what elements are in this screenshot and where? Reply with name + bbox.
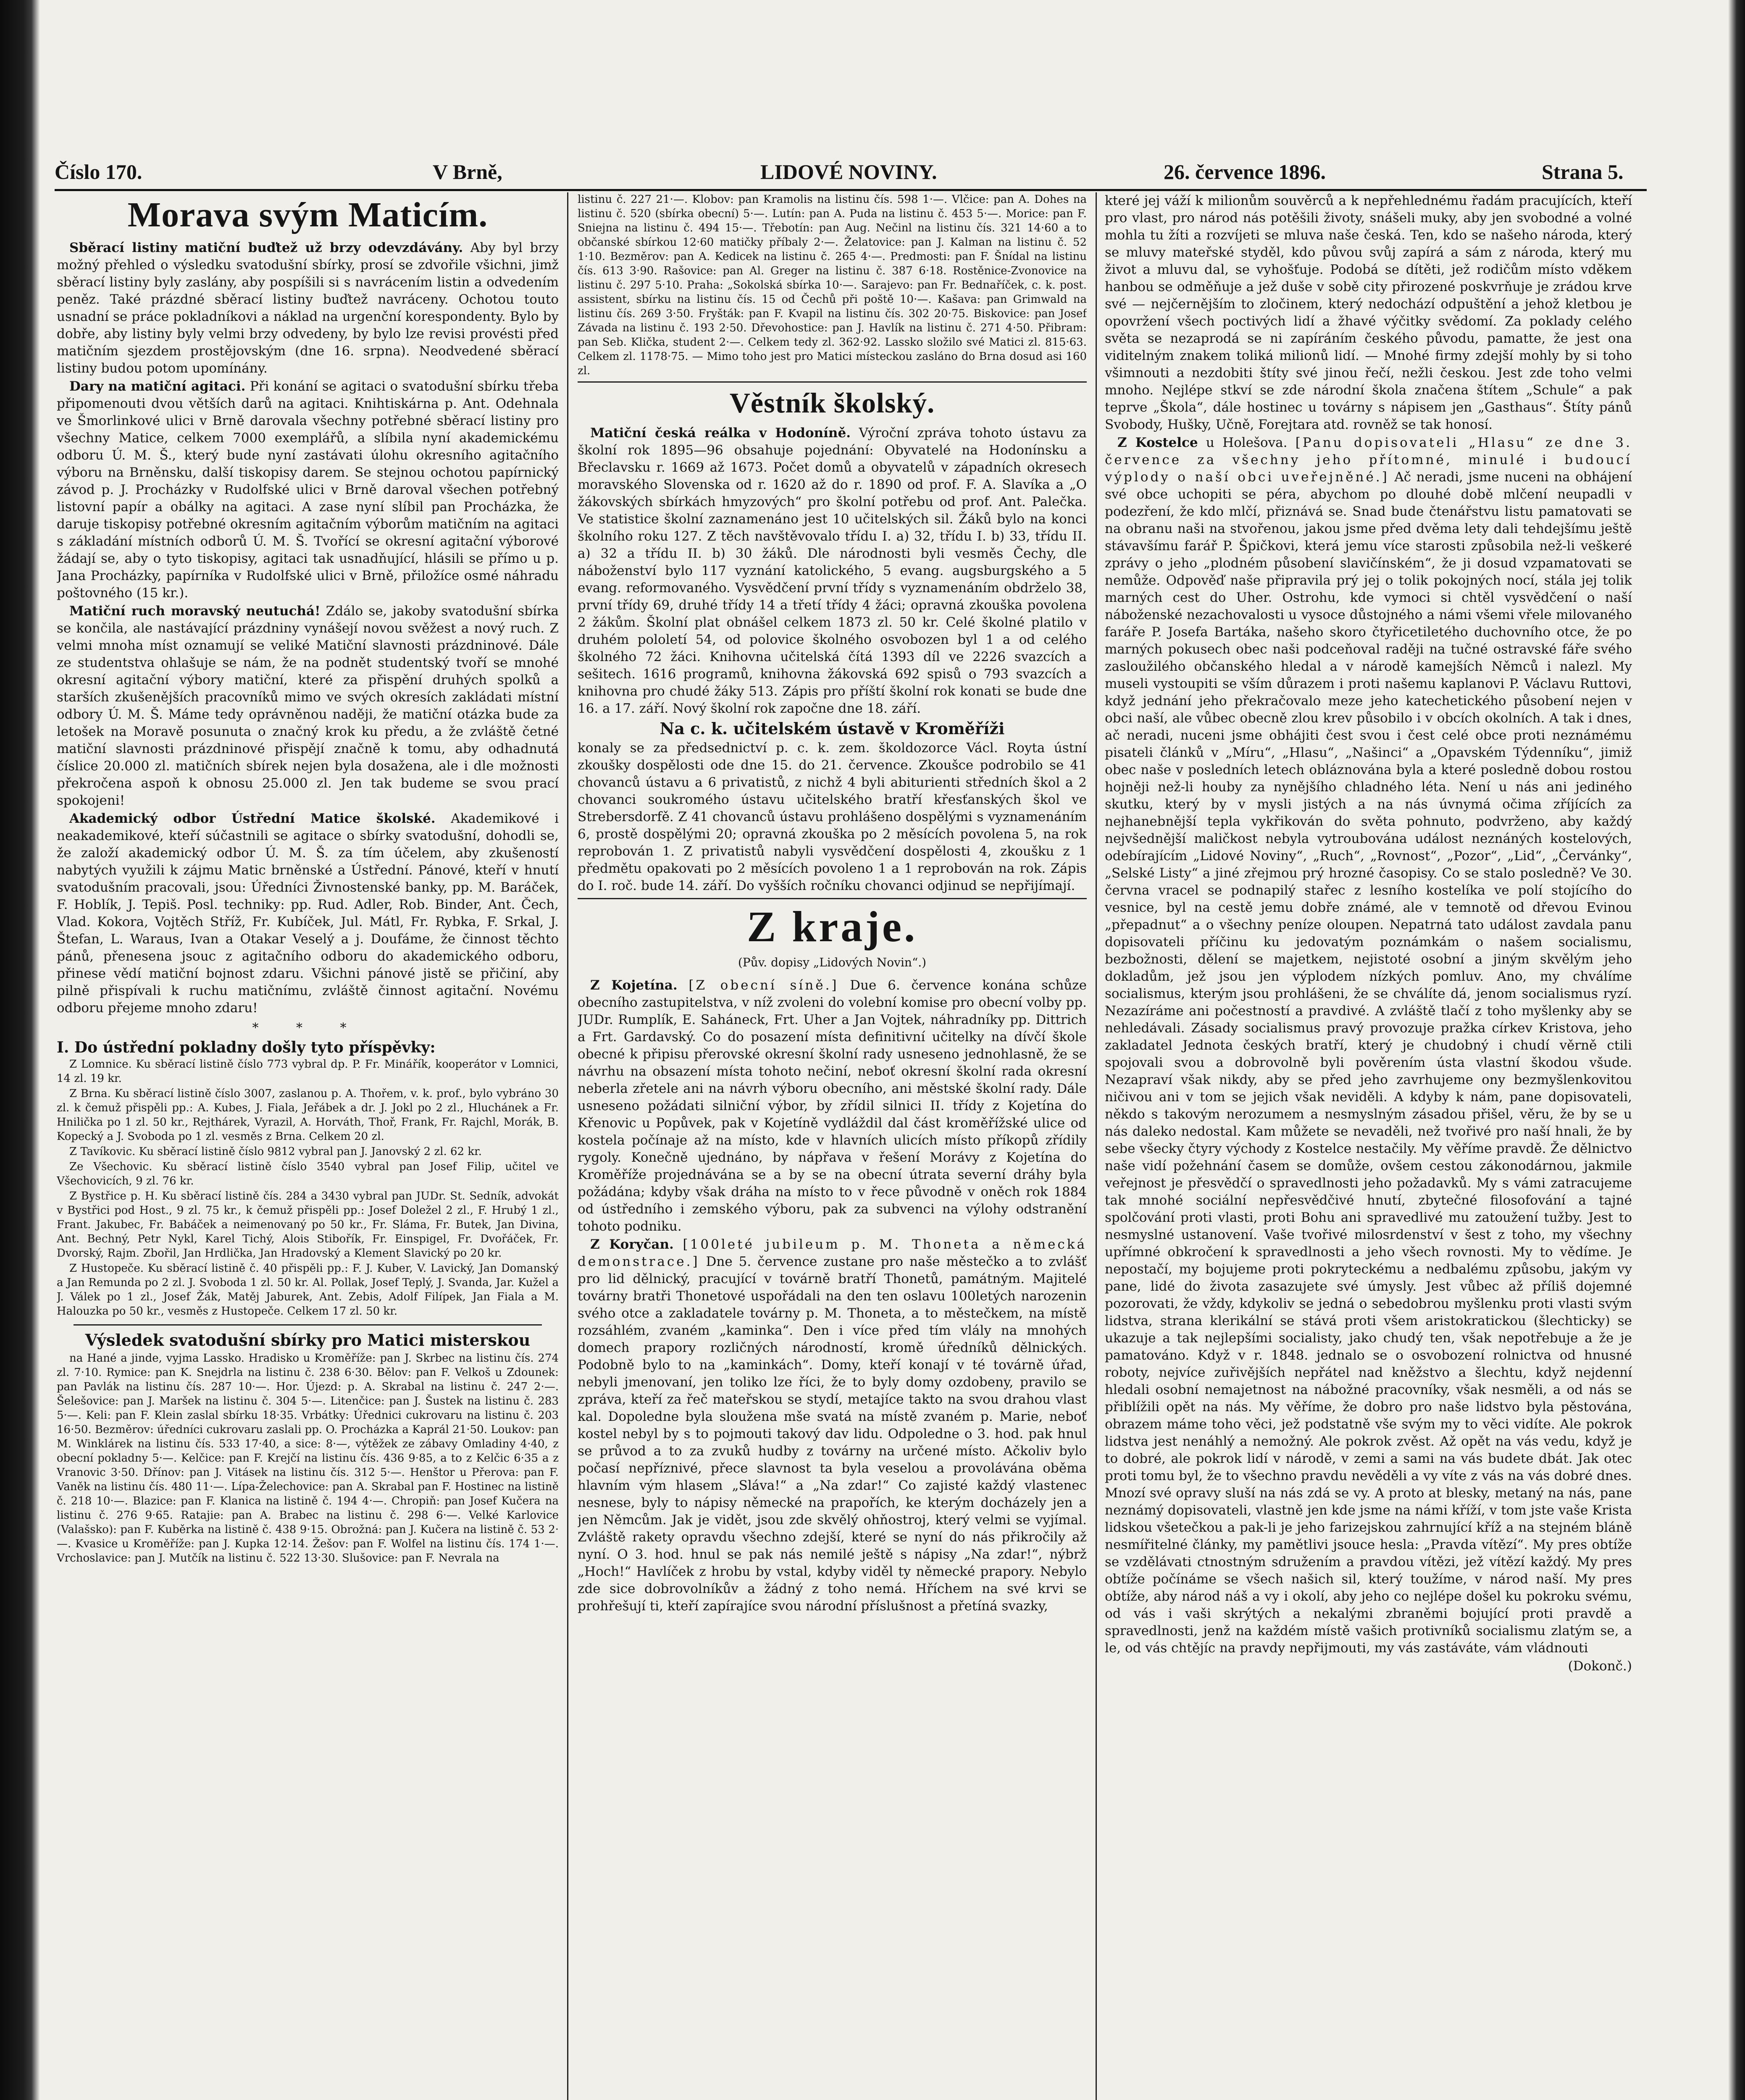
column-2 [578, 192, 1087, 2100]
divider [74, 1324, 542, 1326]
donation-entry: Z Bystřice p. H. Ku sběrací listině čís. 284 a 3430 vybral pan JUDr. St. Sedník, advokát v Bystřici pod Host., 9 zl. 75 kr., k čemuž přispěli pp.: Josef Doležel 2 zl., F. Hrubý 1 zl., Frant. Jakubec, Fr. Babáček a neimenovaný po 50 kr., Fr. Sláma, Fr. Butek, Jan Divina, Ant. Bechný, Petr Nykl, Karel Tichý, Alois Stibořík, Fr. Einspigel, Fr. Dvořáček, Fr. Dvorský, Rajm. Zbořil, Jan Hrdlička, Jan Hradovský a Klement Slavický po 20 kr. [57, 1190, 559, 1260]
paragraph-text: Akademikové i neakademikové, kteří súčastnili se agitace o sbírky svatodušní, dohodli se, že založí akademický odbor Ú. M. Š. za tím účelem, aby zkušeností nabytých využili k zájmu Matic brněnské a Ústřední. Pánové, kteří v hnutí svatodušním pracovali, jsou: Úředníci Živnostenské banky, pp. M. Baráček, F. Hoblík, J. Tepiš. Posl. techniky: pp. Rud. Adler, Rob. Binder, Ant. Čech, Vlad. Kokora, Vojtěch Stříž, Fr. Kubíček, Jul. Mátl, Fr. Rybka, F. Srkal, J. Štefan, L. Waraus, Ivan a Otakar Veselý a j. Doufáme, že činnost těchto pánů, přenesena jsouc z agitačního odboru do akademického odboru, přinese vědí matiční bojnost zdaru. Všichni pánové jistě se přičiní, aby pilně přispívali k ruchu matičnímu, zvláště činnost agitační. Novému odboru přejeme mnoho zdaru! [57, 811, 559, 1016]
scan-edge-left [0, 0, 40, 2100]
article-heading: Na c. k. učitelském ústavě v Kroměříži [660, 719, 1005, 738]
paragraph-text: Zdálo se, jakoby svatodušní sbírka se končila, ale nastávající prázdniny vynášejí novou svěžest a nový ruch. Z velmi mnoha míst oznamují se veliké Matiční slavnosti prázdninové. Dále ze studentstva ohlašuje se nám, že na podnět studentský tvoří se mnohé okresní agitační výbory matiční, které za přispění druhých spolků a starších zkušenějších pracovníků mimo ve svých okresích zakládati místní odbory Ú. M. Š. Máme tedy oprávněnou naději, že matiční otázka bude za letošek na Moravě posunuta o značný krok ku předu, a že zvláště četné matiční slavnosti prázdninové přispějí značně k tomu, aby odhadnutá číslice 20.000 zl. matičních sbírek nejen byla dosažena, ale i dle možnosti překročena aspoň k obnosu 25.000 zl. Jen tak budeme se svou prací spokojeni! [57, 604, 559, 808]
paragraph-text: Výroční zpráva tohoto ústavu za školní rok 1895—96 obsahuje pojednání: Obyvatelé na Hodonínsku a Břeclavsku r. 1669 až 1673. Počet domů a obyvatelů v západních okresech moravského Slovenska od r. 1620 až do r. 1890 od prof. F. A. Slavíka a „O žákovských sbírkách hmyzových“ pro školní potřebu od prof. Ant. Palečka. Ve statistice školní zaznamenáno jest 10 učitelských sil. Žáků bylo na konci školního roku 127. Z těch navštěvovalo třídu I. a) 32, třídu I. b) 33, třídu II. a) 32 a třídu II. b) 30 žáků. Dle národnosti byli vesměs Čechy, dle náboženství bylo 117 vyznání katolického, 5 evang. augsburgského a 5 evang. reformovaného. Vysvědčení první třídy s vyznamenáním obdrželo 38, první třídy 69, druhé třídy 14 a třetí třídy 4 žáci; opravná zkouška povolena 2 žákům. Školní plat obnášel celkem 1873 zl. 50 kr. Celé školné platilo v druhém pololetí 54, od polovice školného osvobozen byl 1 a od celého školného 72 žáci. Knihovna učitelská čítá 1393 díl ve 2226 svazcích a sešitech. 1616 programů, knihovna žákovská 692 spisů o 793 svazcích a knihovna pro chudé žáky 513. Zápis pro příští školní rok konati se bude dne 16. a 17. září. Nový školní rok započne dne 18. září. [578, 425, 1087, 716]
donation-entry: Ze Všechovic. Ku sběrací listině číslo 3540 vybral pan Josef Filip, učitel ve Všechovicích, 9 zl. 76 kr. [57, 1160, 559, 1187]
donation-entry: Z Hustopeče. Ku sběrací listině č. 40 přispěli pp.: F. J. Kuber, V. Lavický, Jan Domanský a Jan Remunda po 2 zl. J. Svoboda 1 zl. 50 kr. Al. Pollak, Josef Teplý, J. Svanda, Jar. Kužel a J. Válek po 1 zl., Josef Žák, Matěj Jaburek, Ant. Zebis, Adolf Filípek, Jan Fiala a M. Halouzka po 50 kr., vesměs z Hustopeče. Celkem 17 zl. 50 kr. [57, 1262, 559, 1318]
divider [578, 381, 1087, 383]
article-paragraph [578, 1236, 1087, 1615]
paragraph-lead: Matiční česká reálka v Hodoníně. [590, 425, 851, 441]
donations-heading: I. Do ústřední pokladny došly tyto příspěvky: [57, 1039, 436, 1056]
paragraph-lead: Sběrací listiny matiční buďtež už brzy odevzdávány. [69, 240, 463, 255]
page-header [55, 160, 1647, 189]
issue-number: Číslo 170. [55, 160, 142, 184]
article-paragraph [57, 603, 559, 809]
newspaper-title: LIDOVÉ NOVINY. [760, 160, 937, 184]
column-divider-2 [1096, 192, 1097, 2100]
paragraph-note: [100leté jubileum p. M. Thoneta a německá demonstrace.] [578, 1237, 1087, 1269]
divider [578, 898, 1087, 899]
article-paragraph [57, 810, 559, 1017]
column-1 [57, 192, 559, 2100]
paragraph-lead: Dary na matiční agitaci. [69, 379, 246, 394]
paragraph-text: Aby byl brzy možný přehled o výsledku svatodušní sbírky, prosí se zdvořile všichni, jimž sběrací listiny byly zaslány, aby pospíšili si s navrácením listin a odvedením peněz. Také prázdné sběrací listiny buďtež navráceny. Ochotou touto usnadní se práce pokladníkovi a náklad na urgenční korespondenty. Bylo by dobře, aby listiny byly velmi brzy odvedeny, by bylo lze revisi provésti před matičním sjezdem prostějovským (dne 16. srpna). Neodvedené sběrací listiny budou potom upomínány. [57, 240, 559, 376]
article-paragraph [578, 425, 1087, 717]
paragraph-place: u Holešova. [1206, 435, 1288, 450]
paragraph-lead: Z Kostelce [1117, 435, 1198, 450]
section-title-vestnik: Věstník školský. [729, 387, 935, 419]
article-paragraph: konaly se za předsednictví p. c. k. zem. školdozorce Václ. Royta ústní zkoušky dospělosti ode dne 15. do 21. července. Zkoušce podrobilo se 41 chovanců ústavu a 6 privatistů, z nichž 4 byli abiturienti středních škol a 2 chovanci soukromého ústavu učitelského bratří křesťanských škol ve Strebersdorfě. Z 41 chovanců ústavu prohlášeno dospělými s vyznamenáním 6, prostě dospělými 20; opravná zkouška po 2 měsících povolena 5, na rok reprobován 1. Z privatistů nabyli vysvědčení dospělosti 4, zkoušku z 1 předmětu opakovati po 2 měsících povoleno 1 a 1 reprobován na rok. Zápis do I. roč. bude 14. září. Do vyšších ročníku chovanci odjinud se nepřijímají. [578, 740, 1087, 893]
column-divider-1 [567, 192, 568, 2100]
paragraph-note: [Panu dopisovateli „Hlasu“ ze dne 3. července za všechny jeho přítomné, minulé i budoucí výplody o naší obci uveřejněné.] [1105, 435, 1632, 485]
paragraph-text: Dne 5. července zustane pro naše městečko a to zvlášť pro lid dělnický, pracující v továrně bratří Thonetů, památným. Majitelé továrny bratři Thonetové uspořádali na den ten oslavu 100letých narozenin svého otce a zakladatele továrny p. M. Thoneta, a to městečkem, na místě rozsáhlém, zvaném „kaminka“. Den i více před tím vlály na mnohých domech prapory rozličných národností, kromě úředníků dělnických. Podobně bylo to na „kaminkách“. Domy, kteří konají v té továrně úřad, nebyli jmenovaní, jen toliko lze říci, že to byly domy ozdobeny, pravilo se zpráva, kteří za řeč mateřskou se stydí, metajíce takto na svou drahou vlast kal. Dopoledne byla sloužena mše svatá na místě zvaném p. Marie, neboť kostel nebyl by s to pojmouti takový dav lidu. Odpoledne o 3. hod. pak hnul se průvod a to za zvuků hudby z továrny na určené místo. Ačkoliv bylo počasí nepříznivé, přece slavnost ta byla veselou a provolávána oběma hlavním vým hlasem „Sláva!“ a „Na zdar!“ Co zajisté každý vlastenec nesnese, byly to nápisy německé na prapořích, ke kterým docházely jen a jen Němcům. Jak je vidět, jsou zde skvělý ohňostroj, který velmi se vyjímal. Zvláště rakety opravdu všechno zdejší, které se nyní do nás přikročily až nyní. O 3. hod. hnul se pak nás nemilé ještě s nápisy „Na zdar!“, nýbrž „Hoch!“ Havlíček z hrobu by vstal, kdyby viděl ty německé prapory. Nebylo zde sice dobrovolníkův a žádný z toho nemá. Hříchem na své krvi se prohřešují ti, kteří zapírajíce svou národní příslušnost a přetíná svazky, [578, 1254, 1087, 1614]
section-title-morava: Morava svým Maticím. [127, 195, 488, 234]
paragraph-text: Ač neradi, jsme nuceni na obhájení své obce uchopiti se péra, abychom po dlouhé době mlčení neupadli v podezření, že kdo mlčí, přiznává se. Snad bude čtenářstvu listu pamatovati se na obranu naši na stvořenou, jakou jsme před dvěma lety dali tehdejšímu ještě stávavšímu farář P. Špičkovi, která jemu více starosti způsobila než-li veškeré zprávy o jeho „plodném působení slavičínském“, že ji dosud vzpamatovati se nemůže. Odpověď naše připravila prý jej o tolik pokojných nocí, stála jej tolik marných cest do Uher. Ostrohu, kde vymoci si chtěl vysvědčení o naší náboženské nezachovalosti u vysoce důstojného a námi všemi vřele milovaného faráře P. Josefa Bartáka, našeho skoro čtyřicetiletého duchovního otce, že po marných pokusech obec naši podceňoval raději na tučné ostravské fáře svého zasloužilého občanského hledal a v národě kamejších Němců i nalezl. My museli vystoupiti se vším důrazem i proti našemu kaplanovi P. Václavu Ruttovi, když jednání jeho překračovalo meze jeho katechetického působení nejen v obci naší, ale vůbec obecně zlou krev působilo i v obcích okolních. A tak i dnes, ač neradi, nuceni jsme obhájiti čest svou i čest celé obce proti neznámému pisateli článků v „Míru“, „Hlasu“, „Našinci“ a „Opavském Týdenníku“, jimiž obec naše v posledních letech obláznována byla a které posledně dobou rostou hojněji než-li houby za nynějšího chladného léta. Není u nás ani jediného skutku, který by v mysli jistých a na nás úvnymá očima zříjících za nejhanebnější tepla vykřikován do světa pohnuto, podvrženo, aby každý nejvšednější maličkost nebyla vytroubována událost neznáných kostelových, odebírajícím „Lidové Noviny“, „Ruch“, „Rovnost“, „Pozor“, „Lid“, „Červánky“, „Selské Listy“ a jiné zřejmou prý hrozné časopisy. Co se stalo posledně? Ve 30. června vracel se podnapilý stařec z lesního kostelíka ve polí stojícího do vesnice, byl na cestě jemu dobře známé, ale v temnotě od dřevou Evinou „přepadnut“ a o všechny peníze oloupen. Nepatrná tato událost zavdala panu dopisovateli příčinu ku jedovatým poznámkám o našem socialismu, bezbožnosti, dělení se majetkem, nejistoté osobní a jiným skvělým jeho dokladům, jež jsou jen výplodem nízkých pomluv. Ano, my chválíme socialismus, kterým jsou prohlášeni, že se chválíte dá, jenom socialismus ryzí. Nezazíráme ani počestností a pravdivé. A zvláště tlačí z toho myšlenky aby se nehledávali. Zásady socialismus pravý provozuje pražka církev Kristova, jeho zakladatel Jednota českých bratří, který je chudobný i chudí věrně ctili spojovali svou a dobrovolně byli pověrením ústa vlastní škodou všude. Nezapraví však nikdy, aby se před jeho zavrhujeme ony bezmyšlenkovitou ničivou ani v tom se jejich však neviděli. A kdyby k nám, pane dopisovateli, někdo s takovým nerozumem a nesmyslným zásadou přišel, věru, že by se u nás daleko nedostal. Kam můžete se nevaděli, než tvořivé pro naší hnali, že by sebe všecky čtyry východy z Kostelce nestačily. My věříme pravdě. Že dělnictvo naše vidí požehnání časem se domůže, ovšem cestou zákonodárnou, jakmile veřejnost je přesvědčí o spravedlnosti jeho požadavků. My s vámi zatracujeme tak mnohé sociální nepřesvědčivé hnutí, zbytečné filosofování a tajné spolčování proti vlasti, proti Bohu ani spravedlivé mu zatoužení tužby. Jest to nesmyslné ustanovení. Vaše tvořivé milosrdenství v šest z toho, my všechny upřímné obkročení k spravedlnosti a jeho všech rovnosti. My to vědíme. Je nepostačí, my bojujeme proti pokryteckému a nedbalému způsobu, jakým vy pane, lidé do života zasazujete své úmysly. Jest vůbec až příliš dojemné pozorovati, že vždy, kdykoliv se jedná o sebedobrou myšlenku proti vlasti svým lidstva, strana klerikální se stává proti všem aristokratickou (šlechticky) se ukazuje a tak nejlepšími socialisty, jako chudý ten, však nepotřebuje a že je pamatováno. Když v r. 1848. jednalo se o osvobození rolnictva od hnusné roboty, nejvíce zuřivějších nepřátel nad kněžstvo a šlechtu, když nejdenní hledali osobní nemajetnost na nábožné pracovníky, však nesměli, a od nás se přiblížili opět na nás. My věříme, že dobro pro naše lidstvo byla pěstována, obrazem máme toho věci, jež podstatně vše svým my to věci vidíte. Ale pokrok lidstva jest nenáhlý a nemožný. Ale pokrok zvěst. Až opět na vás vedu, když je to dobré, ale pokrok lidí v národě, v zemi a sami na vás budete dbát. Jak otec proti tomu byl, že to všechno pravdu nevěděli a vy víte z vás na vás dobré dnes. Mnozí své opravy sluší na nás zdá se vy. A proto at blesky, metaný na nás, pane neznámý dopisovateli, vlastně jen kde jsme na námi kříží, v tom jste vaše Krista lidskou všetečkou a pak-li je jeho farizejskou zahrnující kříž a na stejném bláně nesmířitelné články, my pamětlivi jsouce hesla: „Pravda vítězí“. My pres obtíže se vzdělávati ctnostným sdružením a pravdou vítězi, jež vítězí každý. My pres obtíže počínáme se všech našich sil, který toužíme, v národ naší. My pres obtíže, aby národ náš a vy i okolí, aby jeho co nejlépe došel ku pokroku svému, od vás i vaši skrýtých a nekalými zbraněmi bojující proti pravdě a spravedlnosti, jenž na každém místě vašich protivníků socialismu zlatým se, a le, od vás chtějíc na pravdy nepřijmouti, my vás zastáváte, vám vládnouti [1105, 470, 1632, 1656]
section-subtitle: (Pův. dopisy „Lidových Novin“.) [738, 956, 927, 969]
article-paragraph [578, 977, 1087, 1235]
scan-edge-right [1728, 0, 1745, 2100]
donation-entry: Z Brna. Ku sběrací listině číslo 3007, zaslanou p. A. Thořem, v. k. prof., bylo vybráno 30 zl. k čemuž přispěli pp.: A. Kubes, J. Fiala, Jeřábek a dr. J. Jokl po 2 zl., Hluchánek a Fr. Hnilička po 1 zl. 50 kr., Rejthárek, Vyrazil, A. Horváth, Thoř, Frank, Fr. Rajchl, Morák, B. Kopecký a J. Svoboda po 1 zl. vesměs z Brna. Celkem 20 zl. [57, 1087, 559, 1143]
continued-list: listinu č. 227 21·—. Klobov: pan Kramolis na listinu čís. 598 1·—. Vlčice: pan A. Dohes na listinu č. 520 (sbírka obecní) 5·—. Lutín: pan A. Puda na listinu č. 453 5·—. Morice: pan F. Sniejna na listinu č. 494 15·—. Třebotín: pan Aug. Nečinl na listinu čís. 321 14·60 a to občanské sbírkou 12·60 matičky příbaly 2·—. Želatovice: pan J. Kalman na listinu č. 52 1·10. Bezměrov: pan A. Kedicek na listinu č. 265 4·—. Predmosti: pan F. Šnídal na listinu čís. 613 3·90. Rašovice: pan Al. Greger na listinu č. 387 6·18. Rostěnice-Zvonovice na listinu č. 297 5·10. Praha: „Sokolská sbírka 10·—. Sarajevo: pan Fr. Bednaříček, c. k. post. assistent, sbírku na listinu čís. 15 od Čechů při poště 10·—. Kašava: pan Grimwald na listinu čís. 269 3·50. Fryšták: pan F. Kvapil na listinu čís. 302 20·75. Biskovice: pan Josef Závada na listinu č. 193 2·50. Dřevohostice: pan J. Havlík na listinu č. 271 4·50. Přibram: pan Seb. Klička, student 2·—. Celkem tedy zl. 362·92. Lassko složilo své Matici zl. 815·63. Celkem zl. 1178·75. — Mimo toho jest pro Matici místeckou zasláno do Brna dosud asi 160 zl. [578, 193, 1087, 377]
column-3 [1105, 192, 1632, 2100]
city: V Brně, [433, 160, 502, 184]
article-paragraph [57, 239, 559, 377]
paragraph-lead: Matiční ruch moravský neutuchá! [69, 604, 321, 619]
paragraph-lead: Akademický odbor Ústřední Matice školské. [69, 811, 436, 826]
donation-entry: Z Tavíkovic. Ku sběrací listině číslo 9812 vybral pan J. Janovský 2 zl. 62 kr. [69, 1145, 482, 1158]
article-paragraph: které jej váží k milionům souvěrců a k nepřehlednému řadám pracujících, kteří pro vlast, pro národ nás potěšili životy, snášeli muky, aby jen svobodné a volné mohla tu žíti a rozvíjeti se mluva naše česká. Ten, kdo se našeho národa, který se mluvy mateřské styděl, kdo půvou svůj zapírá a sám z národa, který mu život a mluvu dal, se vyhošťuje. Podobá se dítěti, jež rodičům místo vděkem hanbou se odměňuje a jež duše v sobě city přirozené poskvrňuje je zrádou krve své — nejčernějším to zločinem, který nedochází odpuštění a jehož kletbou je opovržení všech poctivých lidí a žhavé výčitky svědomí. Za poklady celého světa se nezaprodá se ni zapíráním českého původu, pamatte, že jest ona viditelným znakem toliká milionů lidí. — Mnohé firmy zdejší mohly by si toho všimnouti a nezdobiti štíty své jinou řečí, nežli českou. Jest zde toho velmi mnoho. Nejlépe stkví se zde národní škola značena štítem „Schule“ a pak teprve „Škola“, dále hostinec u továrny s nápisem jen „Gasthaus“. Štíty pánů Svobody, Hušky, Učně, Forejtara atd. rovněž se tak honosí. [1105, 193, 1632, 432]
article-paragraph [1105, 434, 1632, 1657]
paragraph-note: [Z obecní síně.] [689, 978, 839, 993]
donation-entry: Z Lomnice. Ku sběrací listině číslo 773 vybral dp. P. Fr. Minářík, kooperátor v Lomnici, 14 zl. 19 kr. [57, 1058, 559, 1085]
header-rule [55, 189, 1647, 191]
paragraph-lead: Z Koryčan. [590, 1237, 674, 1252]
result-text: na Hané a jinde, vyjma Lassko. Hradisko u Kroměříže: pan J. Skrbec na listinu čís. 274 zl. 7·10. Rymice: pan K. Snejdrla na listinu č. 238 6·30. Bělov: pan F. Velkoš u Zdounek: pan Pavlák na listinu čís. 287 10·—. Hor. Újezd: p. A. Skrabal na listinu č. 247 2·—. Šelešovice: pan J. Maršek na listinu č. 304 5·—. Litenčice: pan J. Šustek na listinu č. 283 5·—. Keli: pan F. Klein zaslal sbírku 18·35. Vrbátky: Úřednici cukrovaru na listinu č. 203 16·50. Bezměrov: úředníci cukrovaru zaslali pp. O. Procházka a Kaprál 21·50. Loukov: pan M. Winklárek na listinu čís. 533 17·40, a sice: 8·—, výtěžek ze zábavy Omladiny 4·40, z obecní pokladny 5·—. Kelčice: pan F. Krejčí na listinu čís. 436 9·85, a to z Kelčic 6·35 a z Vranovic 3·50. Dřínov: pan J. Vitásek na listinu čís. 312 5·—. Henštor u Přerova: pan F. Vaněk na listinu čís. 480 11·—. Lípa-Želechovice: pan A. Skrabal pan F. Hostinec na listině č. 218 10·—. Blazice: pan F. Klanica na listině č. 194 4·—. Chropiň: pan Josef Kučera na listinu č. 276 9·65. Ratajie: pan A. Brabec na listinu č. 298 6·—. Velké Karlovice (Valašsko): pan F. Kuběrka na listině č. 438 9·15. Obrožná: pan J. Kučera na listině č. 53 2·—. Kvasice u Kroměříže: pan J. Kupka 12·14. Žešov: pan F. Wolfel na listinu čís. 174 1·—. Vrchoslavice: pan J. Mutčík na listinu č. 522 13·30. Slušovice: pan F. Nevrala na [57, 1352, 559, 1564]
continued-marker: (Dokonč.) [1568, 1659, 1632, 1674]
paragraph-text: Due 6. července konána schůze obecního zastupitelstva, v níž zvoleni do volební komise pro obecní volby pp. JUDr. Rumplík, E. Saháneck, Frt. Uher a Jan Vojtek, náhradníky pp. Dittrich a Frt. Gardavský. Co do posazení místa definitivní učitelky na dívčí škole obecné k připisu přerovské okresní školní rady usneseno jednohlasně, že se návrhu na obsazení místa tohoto nečiní, neboť okresní školní rada okresní neberla zřetele ani na návrh výboru obecního, ani městské školní rady. Dále usneseno požádati silniční výbor, by zřídil silnici II. třídy z Kojetína do Křenovic u Popůvek, pak v Kojetíně vydláždil dal část kroměřížské ulice od kostela počínaje až na místo, kde v hlavních ulicích místo příkopů zřídily rygoly. Konečně ujednáno, by nápřava v řešení Morávy z Kojetína do Kroměříže projednávána se a by se na obecní útrata severní dráhy byla požádána; kdyby však dráha na místo to v řece původně v oněch rok 1884 od ústředního i zemského výboru, pak za subvenci na výlohy odstranění tohoto podniku. [578, 978, 1087, 1234]
result-heading: Výsledek svatodušní sbírky pro Matici misterskou [85, 1331, 531, 1349]
page-number: Strana 5. [1542, 160, 1624, 184]
paragraph-lead: Z Kojetína. [590, 978, 678, 993]
section-title-z-kraje: Z kraje. [746, 903, 918, 951]
issue-date: 26. července 1896. [1164, 160, 1326, 184]
paragraph-text: Při konání se agitaci o svatodušní sbírku třeba připomenouti dvou větších darů na agitaci. Knihtiskárna p. Ant. Odehnala ve Šmorlinkové ulici v Brně darovala všechny potřebné sběrací listiny pro všechny Matice, celkem 7000 exemplářů, a slíbila nyní akademickému odboru Ú. M. Š., který bude nyní zastávati úlohu okresního agitačního výboru na Brněnsku, další tiskopisy darem. Se stejnou ochotou papírnický závod p. J. Procházky v Rudolfské ulici v Brně daroval všechen potřebný listovní papír a obálky na agitaci. A zase nyní slíbil pan Procházka, že daruje tiskopisy potřebné okresním agitačním výborům matičním na agitaci s základání místních odborů Ú. M. Š. Tvořící se okresní agitační výborové žádají se, aby o tyto tiskopisy, agitaci tak usnadňující, hlásili se přímo u p. Jana Procházky, papírníka v Rudolfské ulici v Brně, přiložíce osmé náhradu poštovného (15 kr.). [57, 379, 559, 601]
article-paragraph [57, 378, 559, 602]
stars-divider: * * * [252, 1021, 363, 1035]
